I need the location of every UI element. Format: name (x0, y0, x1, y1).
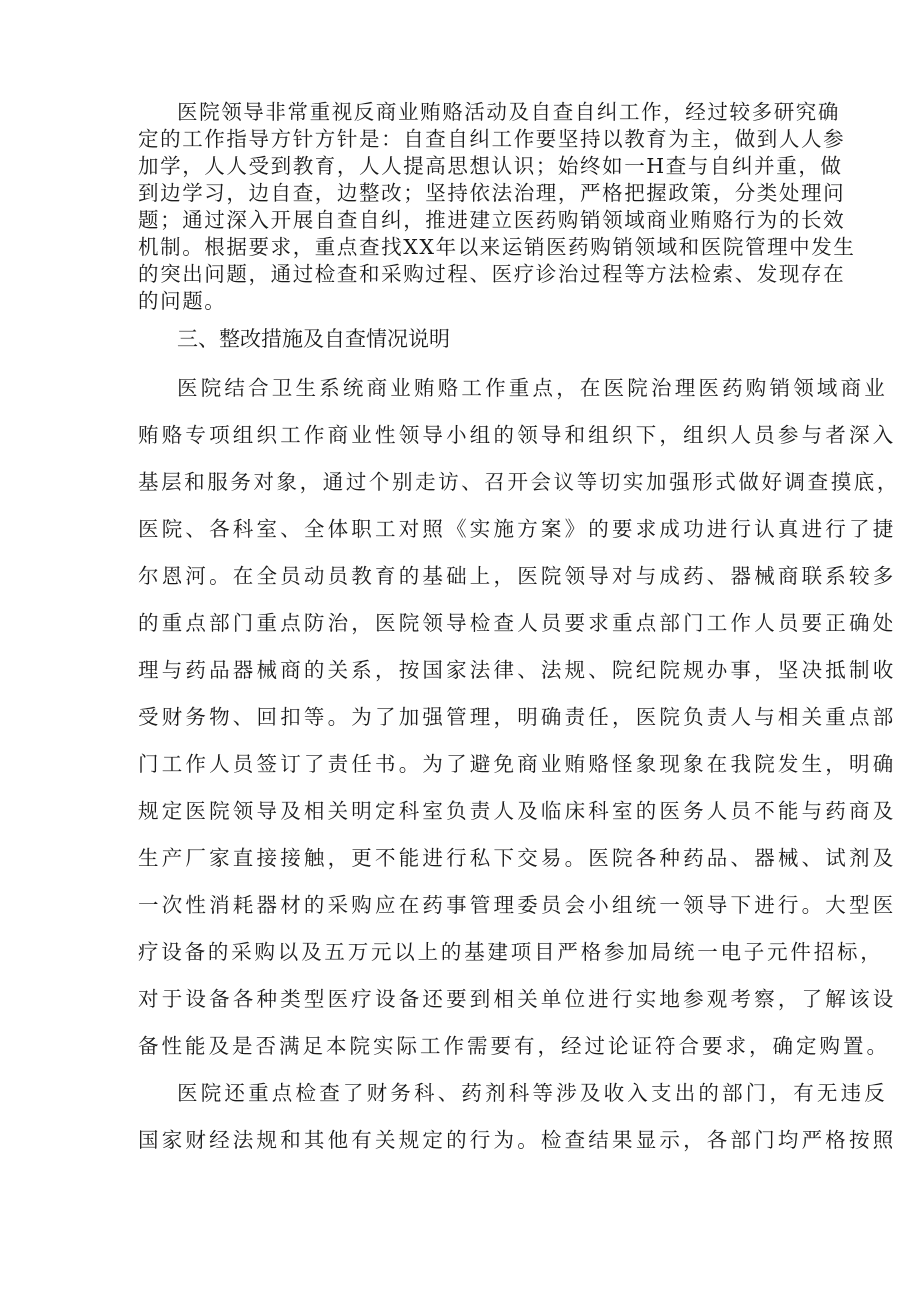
paragraph-line: 题；通过深入开展自查自纠，推进建立医药购销领域商业贿赂行为的长效 (138, 208, 846, 232)
paragraph-line: 一次性消耗器材的采购应在药事管理委员会小组统一领导下进行。大型医 (138, 893, 897, 917)
paragraph-line: 生产厂家直接接触，更不能进行私下交易。医院各种药品、器械、试剂及 (138, 846, 897, 870)
paragraph-line: 基层和服务对象，通过个别走访、召开会议等切实加强形式做好调查摸底， (138, 470, 900, 494)
paragraph-line: 尔恩河。在全员动员教育的基础上，医院领导对与成药、器械商联系较多 (138, 564, 897, 588)
paragraph-line: 国家财经法规和其他有关规定的行为。检查结果显示，各部门均严格按照 (138, 1128, 897, 1152)
paragraph-line: 规定医院领导及相关明定科室负责人及临床科室的医务人员不能与药商及 (138, 799, 897, 823)
paragraph-line: 定的工作指导方针方针是：自查自纠工作要坚持以教育为主，做到人人参 (138, 127, 846, 151)
paragraph-line: 受财务物、回扣等。为了加强管理，明确责任，医院负责人与相关重点部 (138, 705, 897, 729)
section-heading: 三、整改措施及自查情况说明 (177, 327, 450, 351)
paragraph-line: 医院领导非常重视反商业贿赂活动及自查自纠工作，经过较多研究确 (177, 100, 840, 124)
paragraph-line: 的问题。 (138, 289, 227, 313)
paragraph-line: 理与药品器械商的关系，按国家法律、法规、院纪院规办事，坚决抵制收 (138, 658, 897, 682)
paragraph-line: 机制。根据要求，重点查找XX年以来运销医药购销领域和医院管理中发生 (138, 235, 856, 259)
paragraph-line: 对于设备各种类型医疗设备还要到相关单位进行实地参观考察，了解该设 (138, 987, 897, 1011)
paragraph-line: 的重点部门重点防治，医院领导检查人员要求重点部门工作人员要正确处 (138, 611, 897, 635)
paragraph-line: 医院、各科室、全体职工对照《实施方案》的要求成功进行认真进行了捷 (138, 517, 897, 541)
paragraph-line: 医院结合卫生系统商业贿赂工作重点，在医院治理医药购销领域商业 (177, 376, 888, 400)
paragraph-line: 的突出问题，通过检查和采购过程、医疗诊治过程等方法检索、发现存在 (138, 262, 846, 286)
paragraph-line: 门工作人员签订了责任书。为了避免商业贿赂怪象现象在我院发生，明确 (138, 752, 897, 776)
paragraph-line: 疗设备的采购以及五万元以上的基建项目严格参加局统一电子元件招标， (138, 940, 884, 964)
paragraph-line: 贿赂专项组织工作商业性领导小组的领导和组织下，组织人员参与者深入 (138, 423, 897, 447)
paragraph-line: 医院还重点检查了财务科、药剂科等涉及收入支出的部门，有无违反 (177, 1081, 888, 1105)
paragraph-line: 备性能及是否满足本院实际工作需要有，经过论证符合要求，确定购置。 (138, 1034, 890, 1058)
paragraph-line: 到边学习，边自查，边整改；坚持依法治理，严格把握政策，分类处理问 (138, 181, 846, 205)
paragraph-line: 加学，人人受到教育，人人提高思想认识；始终如一H查与自纠并重，做 (138, 154, 843, 178)
